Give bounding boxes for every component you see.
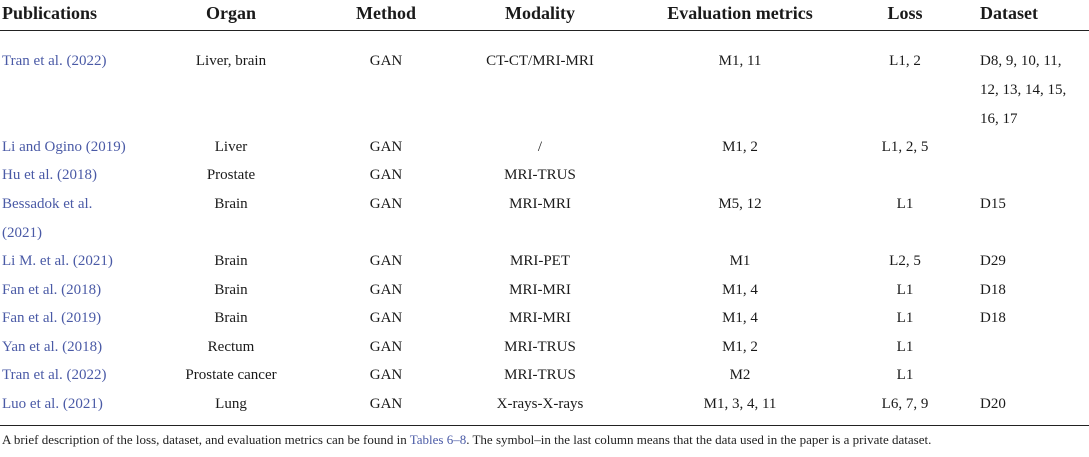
- citation-close: ): [101, 367, 107, 383]
- citation-year[interactable]: 2018: [67, 339, 98, 355]
- modality-cell: MRI-TRUS: [504, 339, 576, 355]
- metrics-cell: M1, 4: [722, 310, 758, 326]
- citation-close: ): [97, 339, 103, 355]
- publication-cell: [2, 333, 102, 362]
- publication-cell: [2, 390, 103, 419]
- metrics-cell: M1, 11: [718, 53, 762, 69]
- citation-link[interactable]: Tran et al. (: [2, 53, 72, 69]
- metrics-cell: M5, 12: [718, 196, 762, 212]
- publication-cell: [2, 133, 126, 162]
- footnote-text-before: A brief description of the loss, dataset, and evaluation metrics can be found in: [2, 432, 410, 447]
- method-cell: GAN: [369, 253, 403, 269]
- organ-cell: Brain: [214, 282, 248, 298]
- method-cell: GAN: [369, 139, 403, 155]
- method-cell: GAN: [369, 367, 403, 383]
- loss-cell: L1: [896, 310, 914, 326]
- method-cell: GAN: [369, 310, 403, 326]
- organ-cell: Liver: [214, 139, 248, 155]
- method-cell: GAN: [369, 339, 403, 355]
- citation-link[interactable]: Fan et al. (: [2, 310, 67, 326]
- header-dataset: Dataset: [980, 3, 1038, 23]
- organ-cell: Lung: [215, 396, 247, 412]
- header-method: Method: [356, 3, 416, 23]
- loss-cell: L1: [896, 282, 914, 298]
- header-evaluation-metrics: Evaluation metrics: [667, 3, 813, 23]
- loss-cell: L1, 2: [889, 53, 921, 69]
- modality-cell: MRI-TRUS: [504, 167, 576, 183]
- publication-cell: [2, 276, 101, 305]
- method-cell: GAN: [369, 167, 403, 183]
- organ-cell: Brain: [214, 253, 248, 269]
- loss-cell: L1: [896, 196, 914, 212]
- footnote-text-after: . The symbol–in the last column means that the data used in the paper is a private dataset.: [466, 432, 932, 447]
- citation-close: ): [120, 139, 126, 155]
- loss-cell: L1: [896, 367, 914, 383]
- method-cell: GAN: [369, 282, 403, 298]
- publication-cell: [2, 47, 106, 76]
- citation-close: ): [97, 396, 103, 412]
- modality-cell: X-rays-X-rays: [496, 396, 584, 412]
- organ-cell: Liver, brain: [195, 53, 267, 69]
- metrics-cell: M1, 4: [722, 282, 758, 298]
- citation-link[interactable]: Li M. et al. (: [2, 253, 78, 269]
- organ-cell: Prostate: [206, 167, 256, 183]
- metrics-cell: M1, 2: [722, 339, 758, 355]
- dataset-cell: D18: [980, 282, 1006, 298]
- organ-cell: Prostate cancer: [185, 367, 277, 383]
- citation-link[interactable]: Hu et al. (: [2, 167, 62, 183]
- header-modality: Modality: [505, 3, 575, 23]
- publication-cell: [2, 247, 113, 276]
- header-organ: Organ: [205, 3, 257, 23]
- method-cell: GAN: [369, 396, 403, 412]
- loss-cell: L1: [896, 339, 914, 355]
- loss-cell: L6, 7, 9: [881, 396, 929, 412]
- organ-cell: Brain: [214, 196, 248, 212]
- citation-year[interactable]: 2021: [7, 225, 37, 241]
- loss-cell: L1, 2, 5: [881, 139, 929, 155]
- citation-year[interactable]: 2019: [90, 139, 121, 155]
- citation-link[interactable]: Luo et al. (: [2, 396, 68, 412]
- modality-cell: MRI-PET: [510, 253, 570, 269]
- dataset-cell: D18: [980, 310, 1006, 326]
- publication-cell: [2, 161, 97, 190]
- dataset-cell-line-3: 16, 17: [980, 111, 1018, 127]
- citation-year[interactable]: 2022: [71, 367, 102, 383]
- loss-cell: L2, 5: [889, 253, 921, 269]
- citation-link[interactable]: Bessadok et al.: [2, 196, 93, 212]
- header-loss: Loss: [887, 3, 923, 23]
- citation-year[interactable]: 2021: [77, 253, 108, 269]
- publication-cell: [2, 361, 106, 390]
- modality-cell: MRI-MRI: [509, 282, 571, 298]
- table-header: [0, 0, 1089, 31]
- table-footnote: [2, 431, 931, 449]
- citation-close: ): [107, 253, 113, 269]
- modality-cell: MRI-MRI: [509, 196, 571, 212]
- organ-cell: Brain: [214, 310, 248, 326]
- citation-year[interactable]: 2019: [66, 310, 97, 326]
- publication-cell: [2, 304, 101, 333]
- citation-close: ): [91, 167, 97, 183]
- dataset-cell-line-2: 12, 13, 14, 15,: [980, 82, 1067, 98]
- modality-cell: /: [537, 139, 543, 155]
- citation-link[interactable]: Tran et al. (: [2, 367, 72, 383]
- dataset-cell: D29: [980, 253, 1006, 269]
- citation-year[interactable]: 2018: [61, 167, 92, 183]
- citation-link[interactable]: Fan et al. (: [2, 282, 67, 298]
- modality-cell: MRI-MRI: [509, 310, 571, 326]
- citation-close: ): [96, 310, 102, 326]
- citation-link[interactable]: Li and Ogino (: [2, 139, 91, 155]
- modality-cell: MRI-TRUS: [504, 367, 576, 383]
- method-cell: GAN: [369, 196, 403, 212]
- organ-cell: Rectum: [207, 339, 255, 355]
- citation-close: ): [101, 53, 107, 69]
- metrics-cell: M1: [729, 253, 751, 269]
- citation-year[interactable]: 2018: [66, 282, 97, 298]
- publication-year-line: (2021): [2, 225, 42, 241]
- citation-year[interactable]: 2021: [67, 396, 98, 412]
- table-bottom-rule: [0, 425, 1089, 426]
- metrics-cell: M2: [729, 367, 751, 383]
- citation-close: ): [96, 282, 102, 298]
- metrics-cell: M1, 3, 4, 11: [703, 396, 777, 412]
- dataset-cell: D15: [980, 196, 1006, 212]
- dataset-cell-line-1: D8, 9, 10, 11,: [980, 53, 1062, 69]
- citation-link[interactable]: Yan et al. (: [2, 339, 68, 355]
- metrics-cell: M1, 2: [722, 139, 758, 155]
- header-publications: Publications: [2, 3, 98, 23]
- citation-year[interactable]: 2022: [71, 53, 102, 69]
- dataset-cell: D20: [980, 396, 1006, 412]
- footnote-tables-link[interactable]: Tables 6–8: [409, 432, 467, 447]
- method-cell: GAN: [369, 53, 403, 69]
- modality-cell: CT-CT/MRI-MRI: [486, 53, 594, 69]
